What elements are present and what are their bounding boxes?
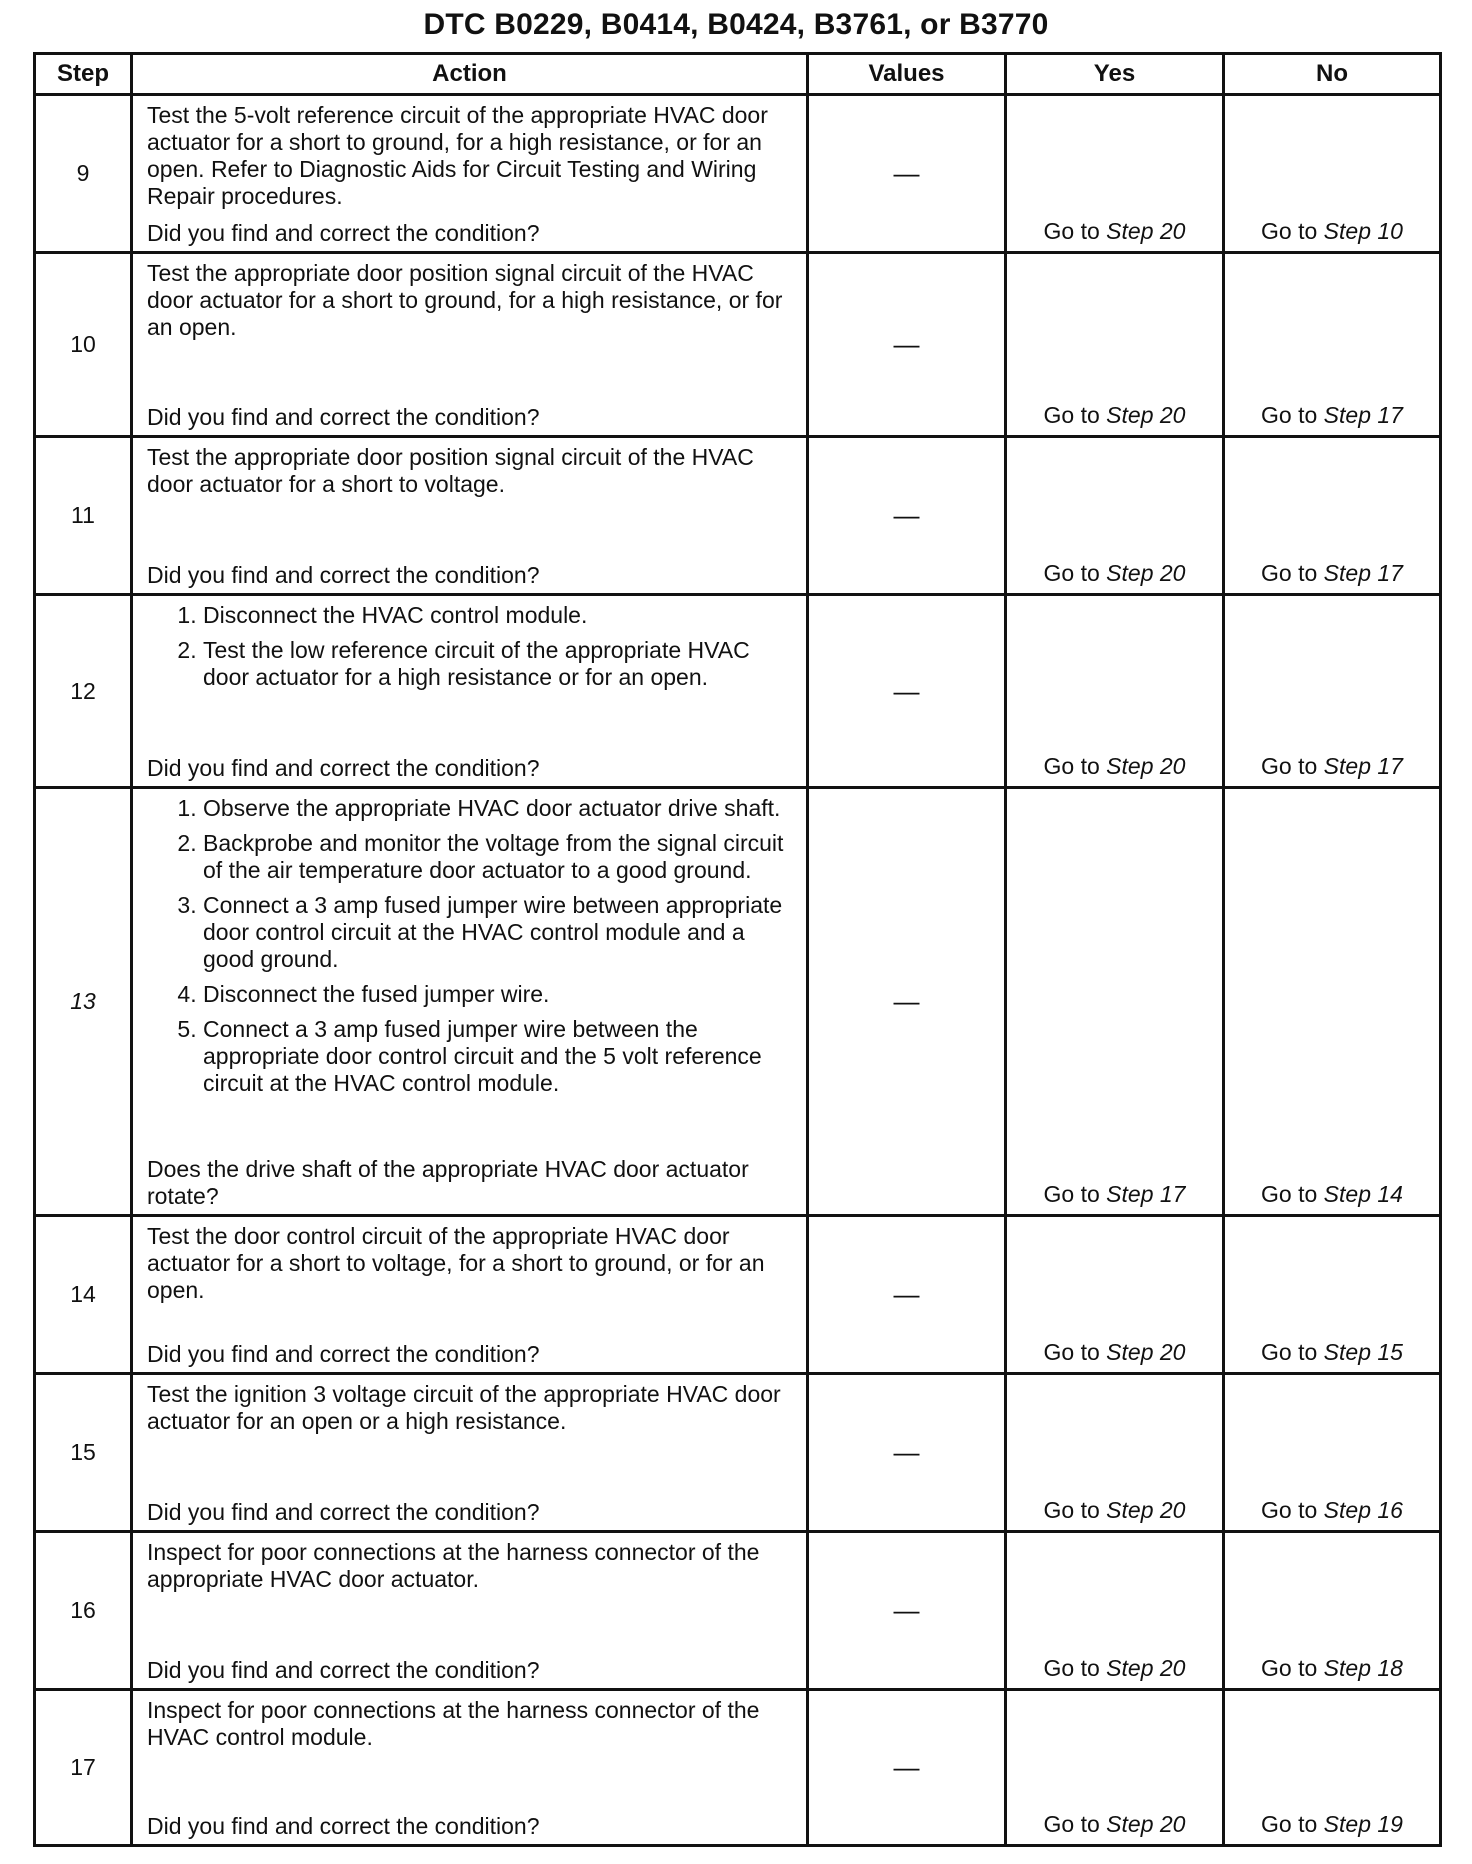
no-step-link: Step 10 <box>1323 218 1403 244</box>
yes-step-link: Step 20 <box>1106 218 1186 244</box>
value-cell: — <box>808 1532 1006 1690</box>
goto-prefix: Go to <box>1261 1811 1318 1837</box>
action-question: Does the drive shaft of the appropriate HVAC door actuator rotate? <box>147 1156 749 1209</box>
action-cell <box>132 1532 808 1690</box>
action-question: Did you find and correct the condition? <box>147 1341 540 1367</box>
no-cell <box>1224 95 1441 253</box>
list-item: 2. Test the low reference circuit of the appropriate HVAC door actuator for a high resistance or for an open. <box>203 637 794 691</box>
goto-prefix: Go to <box>1043 218 1100 244</box>
yes-cell <box>1006 1374 1224 1532</box>
action-text: Test the appropriate door position signal circuit of the HVAC door actuator for a short to ground, for a high resistance, or for an open. <box>147 260 783 340</box>
action-question: Did you find and correct the condition? <box>147 562 540 588</box>
yes-cell <box>1006 1532 1224 1690</box>
value-cell: — <box>808 1690 1006 1846</box>
table-row <box>35 1374 1441 1532</box>
yes-step-link: Step 20 <box>1106 1655 1186 1681</box>
list-item: 3. Connect a 3 amp fused jumper wire between appropriate door control circuit at the HVAC control module and a good ground. <box>203 892 794 973</box>
goto-prefix: Go to <box>1261 218 1318 244</box>
yes-step-link: Step 20 <box>1106 1339 1186 1365</box>
yes-step-link: Step 20 <box>1106 753 1186 779</box>
no-step-link: Step 17 <box>1323 753 1403 779</box>
header-action: Action <box>132 54 808 95</box>
list-item: 1. Disconnect the HVAC control module. <box>203 602 794 629</box>
no-step-link: Step 14 <box>1323 1181 1403 1207</box>
step-number: 9 <box>35 95 132 253</box>
value-cell: — <box>808 788 1006 1216</box>
action-steps-list <box>147 795 794 1097</box>
action-cell <box>132 788 808 1216</box>
goto-prefix: Go to <box>1043 1181 1100 1207</box>
no-step-link: Step 15 <box>1323 1339 1403 1365</box>
table-row <box>35 1216 1441 1374</box>
value-cell: — <box>808 595 1006 788</box>
list-item: 4. Disconnect the fused jumper wire. <box>203 981 794 1008</box>
no-step-link: Step 17 <box>1323 560 1403 586</box>
no-cell <box>1224 788 1441 1216</box>
action-text: Test the ignition 3 voltage circuit of the appropriate HVAC door actuator for an open or a high resistance. <box>147 1381 781 1434</box>
header-yes: Yes <box>1006 54 1224 95</box>
list-item: 2. Backprobe and monitor the voltage from the signal circuit of the air temperature door actuator to a good ground. <box>203 830 794 884</box>
action-question: Did you find and correct the condition? <box>147 404 540 430</box>
list-item: 1. Observe the appropriate HVAC door actuator drive shaft. <box>203 795 794 822</box>
table-row <box>35 437 1441 595</box>
no-step-link: Step 16 <box>1323 1497 1403 1523</box>
no-cell <box>1224 437 1441 595</box>
list-item: 5. Connect a 3 amp fused jumper wire between the appropriate door control circuit and the 5 volt reference circuit at the HVAC control module. <box>203 1016 794 1097</box>
table-row <box>35 253 1441 437</box>
yes-cell <box>1006 437 1224 595</box>
yes-cell <box>1006 788 1224 1216</box>
action-text: Test the appropriate door position signal circuit of the HVAC door actuator for a short to voltage. <box>147 444 754 497</box>
action-text: Test the 5-volt reference circuit of the appropriate HVAC door actuator for a short to ground, for a high resistance, or for an open. Refer to Diagnostic Aids for Circuit Testing and Wiring Repair procedures. <box>147 102 768 209</box>
goto-prefix: Go to <box>1261 1655 1318 1681</box>
step-number: 10 <box>35 253 132 437</box>
value-cell: — <box>808 1216 1006 1374</box>
action-text: Inspect for poor connections at the harness connector of the appropriate HVAC door actuator. <box>147 1539 760 1592</box>
no-cell <box>1224 253 1441 437</box>
value-cell: — <box>808 437 1006 595</box>
goto-prefix: Go to <box>1261 560 1318 586</box>
action-question: Did you find and correct the condition? <box>147 1657 540 1683</box>
action-cell <box>132 437 808 595</box>
step-number: 17 <box>35 1690 132 1846</box>
yes-cell <box>1006 1690 1224 1846</box>
table-row <box>35 1532 1441 1690</box>
action-question: Did you find and correct the condition? <box>147 1499 540 1525</box>
yes-step-link: Step 20 <box>1106 402 1186 428</box>
step-number: 11 <box>35 437 132 595</box>
header-row <box>35 54 1441 95</box>
goto-prefix: Go to <box>1043 753 1100 779</box>
no-cell <box>1224 595 1441 788</box>
no-cell <box>1224 1216 1441 1374</box>
yes-cell <box>1006 1216 1224 1374</box>
goto-prefix: Go to <box>1043 1339 1100 1365</box>
goto-prefix: Go to <box>1043 1497 1100 1523</box>
no-cell <box>1224 1374 1441 1532</box>
table-row <box>35 788 1441 1216</box>
action-cell <box>132 1216 808 1374</box>
goto-prefix: Go to <box>1261 753 1318 779</box>
yes-step-link: Step 20 <box>1106 1497 1186 1523</box>
step-number: 12 <box>35 595 132 788</box>
action-cell <box>132 595 808 788</box>
goto-prefix: Go to <box>1261 1339 1318 1365</box>
table-row <box>35 1690 1441 1846</box>
goto-prefix: Go to <box>1261 1497 1318 1523</box>
yes-cell <box>1006 253 1224 437</box>
no-step-link: Step 17 <box>1323 402 1403 428</box>
goto-prefix: Go to <box>1261 1181 1318 1207</box>
yes-step-link: Step 20 <box>1106 1811 1186 1837</box>
step-number: 13 <box>35 788 132 1216</box>
action-cell <box>132 253 808 437</box>
no-cell <box>1224 1532 1441 1690</box>
value-cell: — <box>808 253 1006 437</box>
action-question: Did you find and correct the condition? <box>147 220 540 246</box>
yes-step-link: Step 17 <box>1106 1181 1186 1207</box>
no-step-link: Step 19 <box>1323 1811 1403 1837</box>
goto-prefix: Go to <box>1043 1811 1100 1837</box>
yes-step-link: Step 20 <box>1106 560 1186 586</box>
step-number: 14 <box>35 1216 132 1374</box>
action-cell <box>132 95 808 253</box>
yes-cell <box>1006 595 1224 788</box>
goto-prefix: Go to <box>1043 1655 1100 1681</box>
step-number: 15 <box>35 1374 132 1532</box>
goto-prefix: Go to <box>1043 402 1100 428</box>
action-question: Did you find and correct the condition? <box>147 755 540 781</box>
no-cell <box>1224 1690 1441 1846</box>
action-text: Test the door control circuit of the appropriate HVAC door actuator for a short to voltage, for a short to ground, or for an open. <box>147 1223 765 1303</box>
step-number: 16 <box>35 1532 132 1690</box>
yes-cell <box>1006 95 1224 253</box>
no-step-link: Step 18 <box>1323 1655 1403 1681</box>
header-values: Values <box>808 54 1006 95</box>
page-title: DTC B0229, B0414, B0424, B3761, or B3770 <box>423 8 1049 41</box>
goto-prefix: Go to <box>1043 560 1100 586</box>
header-no: No <box>1224 54 1441 95</box>
table-row <box>35 95 1441 253</box>
value-cell: — <box>808 1374 1006 1532</box>
action-cell <box>132 1690 808 1846</box>
action-text: Inspect for poor connections at the harness connector of the HVAC control module. <box>147 1697 760 1750</box>
value-cell: — <box>808 95 1006 253</box>
action-question: Did you find and correct the condition? <box>147 1813 540 1839</box>
action-cell <box>132 1374 808 1532</box>
action-steps-list <box>147 602 794 691</box>
table-row <box>35 595 1441 788</box>
diagnostic-table <box>33 52 1442 1847</box>
goto-prefix: Go to <box>1261 402 1318 428</box>
header-step: Step <box>35 54 132 95</box>
